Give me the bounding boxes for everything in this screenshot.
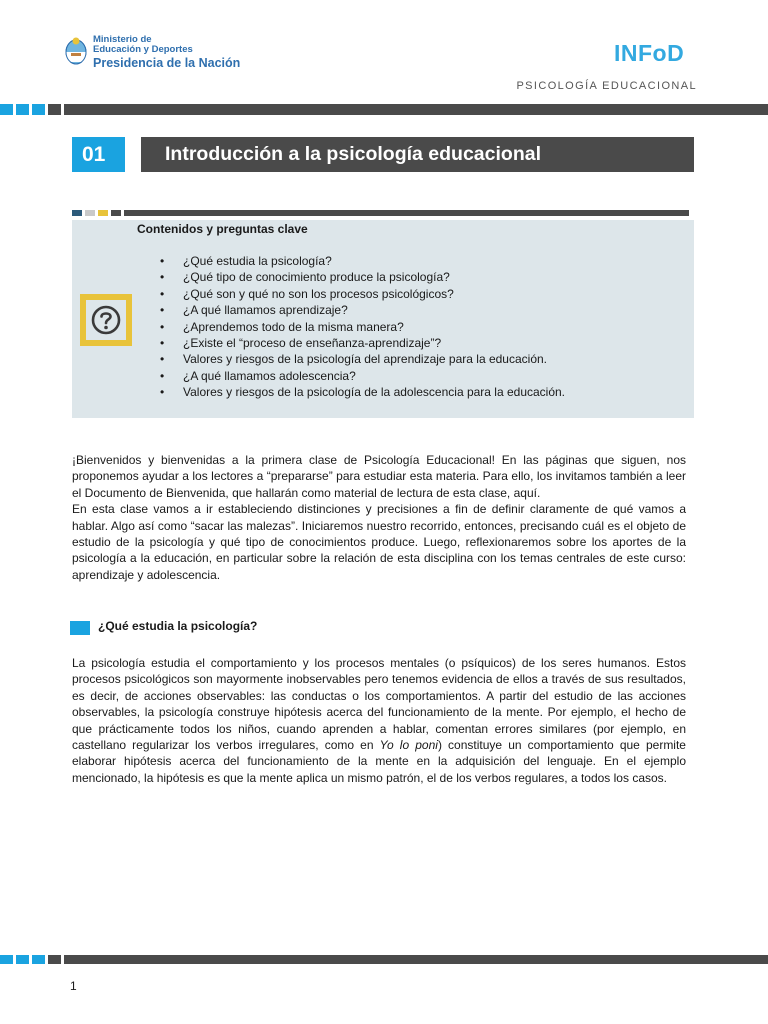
header-bar (0, 104, 768, 115)
list-item: • ¿A qué llamamos aprendizaje? (160, 302, 565, 318)
list-item: • Valores y riesgos de la psicología de la adolescencia para la educación. (160, 384, 565, 400)
section-example-italic: Yo lo poni (379, 738, 438, 753)
list-item: • ¿A qué llamamos adolescencia? (160, 368, 565, 384)
ministry-line-2: Educación y Deportes (93, 44, 193, 55)
section-text-end: ) constituye un comportamiento que permite elaborar hipótesis acerca del funcionamiento de la mente en la adquisición del lenguaje. En el ejemplo mencionado, la hipótesis es que la mente aplica un mismo patrón, el de los verbos regulares, a todos los casos. (72, 738, 686, 785)
list-item: • ¿Existe el “proceso de enseñanza-aprendizaje”? (160, 335, 565, 351)
box-top-strip (72, 210, 689, 216)
question-icon-frame (80, 294, 132, 346)
ministry-line-1: Ministerio de (93, 34, 152, 45)
list-item: • ¿Aprendemos todo de la misma manera? (160, 319, 565, 335)
page-title: Introducción a la psicología educacional (141, 137, 694, 172)
ministry-logo-text (93, 35, 240, 71)
argentina-seal-icon (64, 36, 88, 66)
question-circle-icon (90, 304, 122, 336)
key-contents-heading: Contenidos y preguntas clave (137, 222, 308, 236)
section-body (72, 655, 686, 786)
chapter-number: 01 (72, 137, 125, 172)
section-paragraph (72, 655, 686, 786)
subject-label: PSICOLOGÍA EDUCACIONAL (516, 80, 697, 92)
section-text-start: La psicología estudia el comportamiento y los procesos mentales (o psíquicos) de los seres humanos. Estos procesos psicológicos son mayormente inobservables pero tenemos evidencia de ellos a través de sus resultados, es decir, de acciones observables: las conductas o los comportamientos. A partir del estudio de las acciones observables, la psicología construye hipótesis acerca del funcionamiento de la mente. Por ejemplo, el hecho de que prácticamente todos los niños, cuando aprenden a hablar, comentan errores similares (por ejemplo, en castellano regularizar los verbos irregulares, como en (72, 656, 686, 753)
list-item: • ¿Qué tipo de conocimiento produce la psicología? (160, 269, 565, 285)
ministry-line-3: Presidencia de la Nación (93, 56, 241, 70)
key-questions-list (160, 253, 565, 401)
intro-paragraph-2: En esta clase vamos a ir estableciendo distinciones y precisiones a fin de definir claramente de qué vamos a hablar. Algo así como “sacar las malezas”. Iniciaremos nuestro recorrido, entonces, precisando cuál es el objeto de estudio de la psicología y qué tipo de conocimientos produce. Luego, reflexionaremos sobre los aportes de la psicología a la educación, en particular sobre la relación de esta disciplina con los temas centrales de este curso: aprendizaje y adolescencia. (72, 502, 686, 582)
brand-logo: INFoD (614, 40, 685, 66)
intro-text (72, 452, 686, 583)
list-item: • ¿Qué son y qué no son los procesos psicológicos? (160, 286, 565, 302)
list-item: • ¿Qué estudia la psicología? (160, 253, 565, 269)
title-gap (125, 137, 141, 172)
page-number: 1 (70, 979, 77, 993)
list-item: • Valores y riesgos de la psicología del aprendizaje para la educación. (160, 351, 565, 367)
section-title: ¿Qué estudia la psicología? (98, 619, 258, 633)
intro-paragraph-1: ¡Bienvenidos y bienvenidas a la primera clase de Psicología Educacional! En las páginas que siguen, nos proponemos ayudar a los lectores a “prepararse” para estudiar esta materia. Para ello, los invitamos también a leer el Documento de Bienvenida, que hallarán como material de lectura de esta clase, aquí. (72, 453, 686, 500)
section-marker-icon (70, 621, 90, 635)
footer-bar (0, 955, 768, 964)
